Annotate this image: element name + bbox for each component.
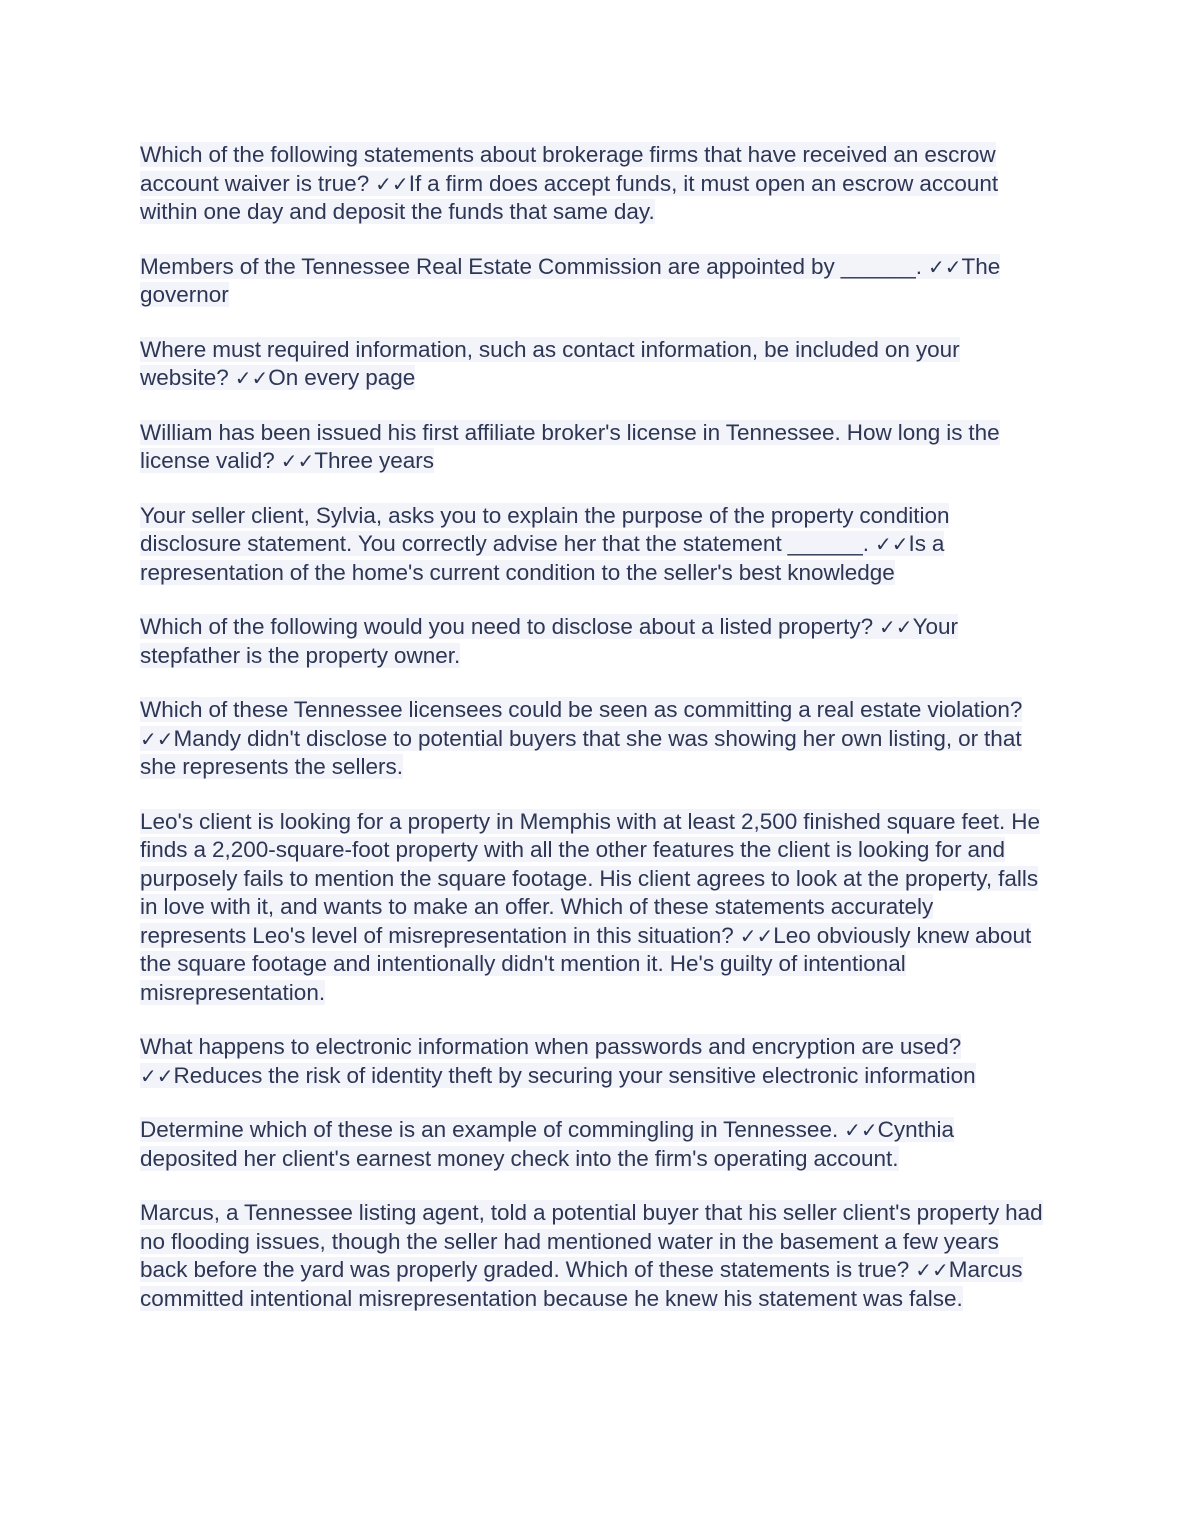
question-text: Which of the following statements about brokerage firms that have received an escrow account waiver is true? — [140, 142, 996, 196]
double-check-icon: ✓✓ — [280, 449, 315, 473]
qa-item — [140, 502, 1045, 588]
double-check-icon: ✓✓ — [874, 532, 909, 556]
double-check-icon: ✓✓ — [915, 1258, 949, 1282]
answer-text: Mandy didn't disclose to potential buyers that she was showing her own listing, or that she represents the sellers. — [140, 725, 1022, 779]
qa-item — [140, 336, 1045, 393]
answer-text: If a firm does accept funds, it must open an escrow account within one day and deposit the funds that same day. — [140, 170, 999, 224]
qa-item — [140, 1033, 1045, 1090]
answer-text: On every page — [268, 365, 416, 390]
answer-text: Is a representation of the home's current condition to the seller's best knowledge — [140, 531, 945, 585]
double-check-icon: ✓✓ — [739, 923, 774, 948]
question-text: Which of these Tennessee licensees could be seen as committing a real estate violation? — [140, 697, 1023, 722]
double-check-icon: ✓✓ — [928, 254, 962, 279]
double-check-icon: ✓✓ — [879, 615, 913, 639]
qa-item — [140, 419, 1045, 476]
answer-text: Cynthia deposited her client's earnest money check into the firm's operating account. — [140, 1117, 954, 1171]
question-text: Marcus, a Tennessee listing agent, told a potential buyer that his seller client's property had no flooding issues, though the seller had mentioned water in the basement a few years back before the yard was properly graded. Which of these statements is true? — [140, 1200, 1043, 1282]
qa-item — [140, 253, 1045, 310]
question-text: Where must required information, such as contact information, be included on your website? — [140, 336, 960, 390]
qa-item — [140, 696, 1045, 782]
answer-text: Three years — [314, 448, 434, 473]
qa-item — [140, 1116, 1045, 1173]
question-text: Your seller client, Sylvia, asks you to explain the purpose of the property condition disclosure statement. You correctly advise her that the statement ______. — [140, 502, 950, 556]
double-check-icon: ✓✓ — [140, 726, 174, 751]
question-text: Members of the Tennessee Real Estate Commission are appointed by ______. — [140, 253, 923, 279]
double-check-icon: ✓✓ — [234, 366, 269, 390]
qa-item — [140, 141, 1045, 227]
question-text: Determine which of these is an example of commingling in Tennessee. — [140, 1117, 839, 1142]
answer-text: The governor — [140, 253, 1001, 307]
qa-list — [140, 141, 1045, 1339]
answer-text: Your stepfather is the property owner. — [140, 614, 959, 668]
qa-item — [140, 1199, 1045, 1313]
answer-text: Marcus committed intentional misrepresentation because he knew his statement was false. — [140, 1257, 1023, 1311]
qa-item — [140, 808, 1045, 1008]
double-check-icon: ✓✓ — [140, 1063, 174, 1088]
question-text: What happens to electronic information when passwords and encryption are used? — [140, 1034, 962, 1059]
question-text: William has been issued his first affiliate broker's license in Tennessee. How long is the license valid? — [140, 419, 1000, 473]
answer-text: Leo obviously knew about the square footage and intentionally didn't mention it. He's guilty of intentional misrepresentation. — [140, 922, 1032, 1005]
double-check-icon: ✓✓ — [375, 171, 409, 196]
qa-item — [140, 613, 1045, 670]
answer-text: Reduces the risk of identity theft by securing your sensitive electronic information — [173, 1062, 976, 1088]
double-check-icon: ✓✓ — [844, 1118, 878, 1142]
question-text: Leo's client is looking for a property in Memphis with at least 2,500 finished square feet. He finds a 2,200-square-foot property with all the other features the client is looking for and purposely fails to mention the square footage. His client agrees to look at the property, falls in love with it, and wants to make an offer. Which of these statements accurately represents Leo's level of misrepresentation in this situation? — [140, 808, 1040, 948]
question-text: Which of the following would you need to disclose about a listed property? — [140, 614, 874, 639]
